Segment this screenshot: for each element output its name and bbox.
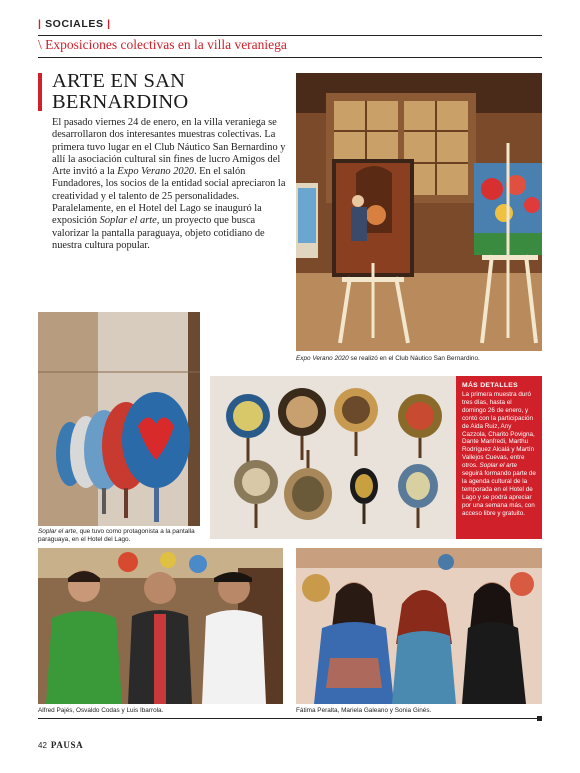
sidebar-text-1: La primera muestra duró tres días, hasta el domingo 26 de enero, y contó con la participación de Aida Ruiz, Any Cazzola, Charito Povigna, Dante Manfredi, Marthu Rodríguez Alcalá y Martín Vallejos Cuevas, entre otros. [462, 391, 535, 470]
body-part-2: . En el salón Fundadores, los socios de la entidad social apreciaron la creatividad y el talento de 25 personalidades. Paralelamente, en el Hotel del Lago se inauguró la exposición [52, 166, 286, 227]
section-tag: | SOCIALES | [38, 18, 111, 30]
sidebar-text-2: seguirá formando parte de la agenda cultural de la temporada en el Hotel de Lago y se podrá apreciar por una semana más, con acceso libre y gratuito. [462, 470, 536, 517]
headline-accent-bar [38, 73, 42, 111]
caption-expo-text: se realizó en el Club Náutico San Bernardino. [348, 355, 480, 362]
headline-line-1: ARTE EN SAN [52, 70, 186, 92]
caption-three-women: Fátima Peralta, Mariela Galeano y Sonia Ginés. [296, 707, 432, 714]
photo-hanging-fans [38, 312, 200, 526]
photo-three-men [38, 548, 283, 704]
page-footer [38, 740, 83, 750]
caption-soplar-italic: Soplar el arte [38, 528, 77, 535]
caption-expo-italic: Expo Verano 2020 [296, 355, 349, 362]
body-part-3: , un proyecto que busca valorizar la pantalla paraguaya, objeto cotidiano de nuestra cultura popular. [52, 215, 265, 251]
article-body [52, 117, 288, 252]
headline [52, 71, 292, 113]
page-number: 42 [38, 741, 47, 750]
sidebar-text [462, 391, 537, 518]
body-part-1: El pasado viernes 24 de enero, en la villa veraniega se desarrollaron dos interesantes muestras colectivas. La primera tuvo lugar en el Club Náutico San Bernardino y allí la asociación cultural sin fines de lucro Amigos del Arte invitó a la [52, 117, 286, 178]
kicker-rule [38, 57, 542, 58]
bottom-rule-end-mark [537, 716, 542, 721]
caption-expo-verano [296, 355, 542, 363]
sidebar-more-details [456, 376, 542, 539]
photo-three-women [296, 548, 542, 704]
body-italic-1: Expo Verano 2020 [117, 166, 194, 178]
photo-expo-verano [296, 73, 542, 351]
sidebar-title: MÁS DETALLES [462, 382, 518, 389]
magazine-brand: PAUSA [50, 740, 84, 750]
kicker: \ Exposiciones colectivas en la villa veraniega [38, 37, 287, 52]
section-label: SOCIALES [45, 18, 104, 30]
photo-fan-wall [210, 376, 456, 539]
caption-soplar-text: , que tuvo como protagonista a la pantalla paraguaya, en el Hotel del Lago. [38, 528, 195, 543]
bottom-rule [38, 718, 542, 719]
top-rule [38, 35, 542, 36]
body-italic-2: Soplar el arte [99, 215, 157, 227]
headline-line-2: BERNARDINO [52, 91, 189, 113]
caption-three-men: Alfred Pajés, Osvaldo Codas y Luis Ibarrola. [38, 707, 164, 714]
sidebar-text-italic: Soplar el arte [479, 462, 517, 470]
caption-soplar-el-arte [38, 528, 203, 544]
